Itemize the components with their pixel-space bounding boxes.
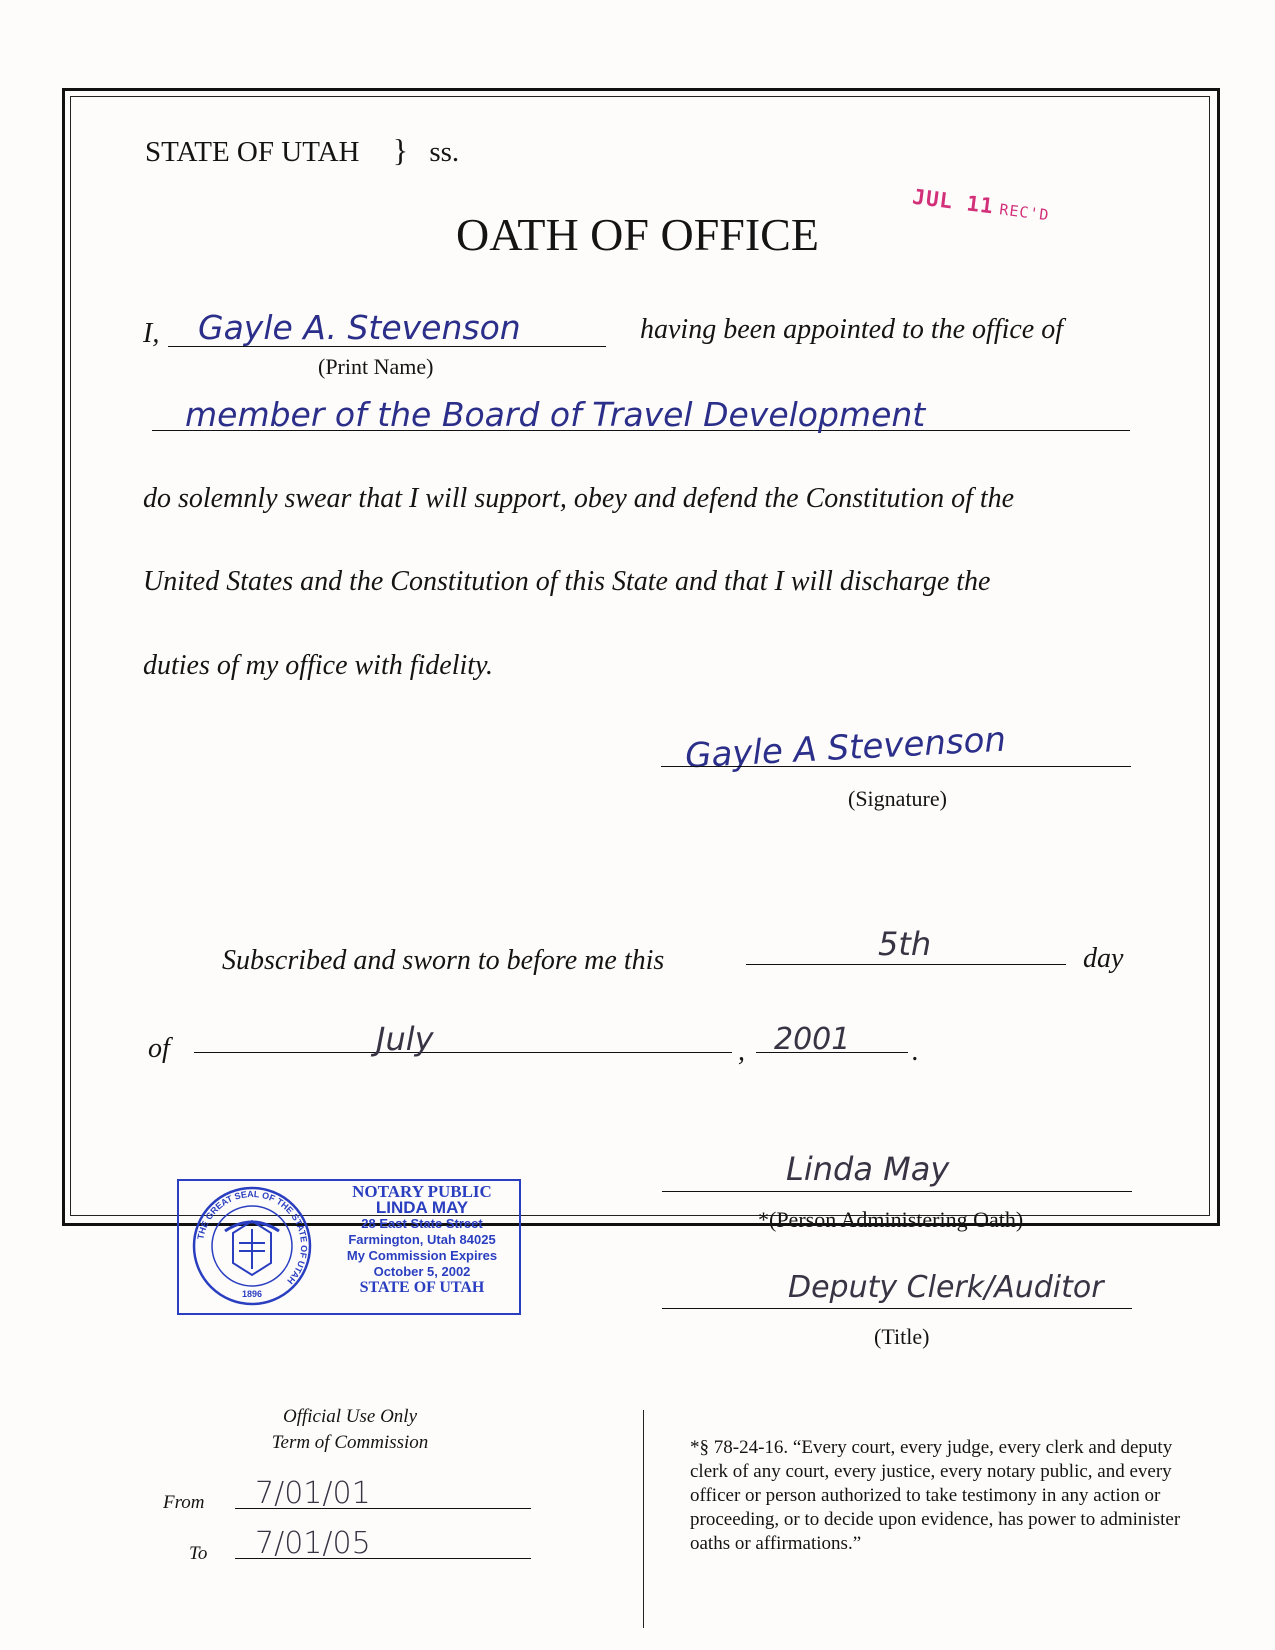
page-title: OATH OF OFFICE	[456, 209, 819, 260]
day-label: day	[1083, 943, 1124, 974]
signature-handwritten[interactable]: Gayle A Stevenson	[684, 719, 1007, 777]
administrator-handwritten[interactable]: Linda May	[786, 1150, 950, 1188]
ss-label: ss.	[429, 136, 460, 168]
term-of-commission-title: Term of Commission	[271, 1432, 429, 1453]
received-date: JUL 11	[911, 184, 996, 219]
title-caption: (Title)	[874, 1324, 930, 1349]
to-label: To	[189, 1543, 208, 1564]
seal-text: THE GREAT SEAL OF THE STATE OF UTAH	[195, 1188, 310, 1286]
title-line	[662, 1308, 1132, 1309]
month-handwritten[interactable]: July	[376, 1020, 434, 1058]
vertical-divider	[643, 1410, 644, 1628]
official-use-title: Official Use Only	[282, 1406, 418, 1427]
utah-seal-icon	[183, 1185, 321, 1307]
name-caption: (Print Name)	[318, 354, 434, 379]
subscribed-text: Subscribed and sworn to before me this	[222, 945, 665, 976]
official-use-heading	[250, 1404, 450, 1456]
notary-line-5: My Commission Expires	[346, 1248, 498, 1263]
notary-line-4: Farmington, Utah 84025	[348, 1232, 496, 1247]
year-handwritten[interactable]: 2001	[774, 1022, 851, 1057]
oath-body-line-1: do solemnly swear that I will support, obey and defend the Constitution of the	[143, 483, 1015, 514]
from-label: From	[163, 1492, 205, 1513]
day-handwritten[interactable]: 5th	[878, 925, 932, 963]
notary-line-7: STATE OF UTAH	[359, 1279, 485, 1296]
notary-line-2: LINDA MAY	[375, 1198, 469, 1217]
from-value[interactable]: 7/01/01	[255, 1476, 371, 1511]
comma: ,	[738, 1036, 745, 1067]
notary-stamp	[177, 1179, 521, 1315]
oath-prefix: I,	[143, 318, 160, 349]
signature-line	[661, 766, 1131, 767]
office-handwritten[interactable]: member of the Board of Travel Development	[185, 395, 926, 434]
period: .	[912, 1036, 919, 1067]
notary-line-6: October 5, 2002	[373, 1264, 471, 1279]
received-mark: REC'D	[998, 200, 1051, 225]
state-heading	[145, 132, 459, 169]
title-handwritten[interactable]: Deputy Clerk/Auditor	[788, 1270, 1104, 1305]
oath-body-line-2: United States and the Constitution of this State and that I will discharge the	[143, 566, 991, 597]
to-value[interactable]: 7/01/05	[255, 1526, 371, 1561]
appointed-text: having been appointed to the office of	[640, 314, 1064, 345]
of-label: of	[148, 1033, 170, 1064]
notary-line-1: NOTARY PUBLIC	[352, 1182, 492, 1201]
day-line	[746, 964, 1066, 965]
seal-year: 1896	[241, 1289, 263, 1299]
brace: }	[392, 132, 409, 168]
name-handwritten[interactable]: Gayle A. Stevenson	[198, 308, 521, 347]
notary-line-3: 28 East State Street	[361, 1216, 483, 1231]
month-line	[194, 1052, 732, 1053]
notary-text	[327, 1184, 517, 1296]
administrator-line	[662, 1191, 1132, 1192]
administrator-caption: *(Person Administering Oath)	[758, 1207, 1024, 1232]
statute-footnote: *§ 78-24-16. “Every court, every judge, every clerk and deputy clerk of any court, every justice, every notary public, and every officer or person authorized to take testimony in any action or proceeding, or to decide upon evidence, has power to administer oaths or affirmations.”	[690, 1437, 1181, 1554]
signature-caption: (Signature)	[848, 786, 947, 811]
oath-body-line-3: duties of my office with fidelity.	[143, 650, 493, 681]
state-name: STATE OF UTAH	[145, 136, 360, 168]
